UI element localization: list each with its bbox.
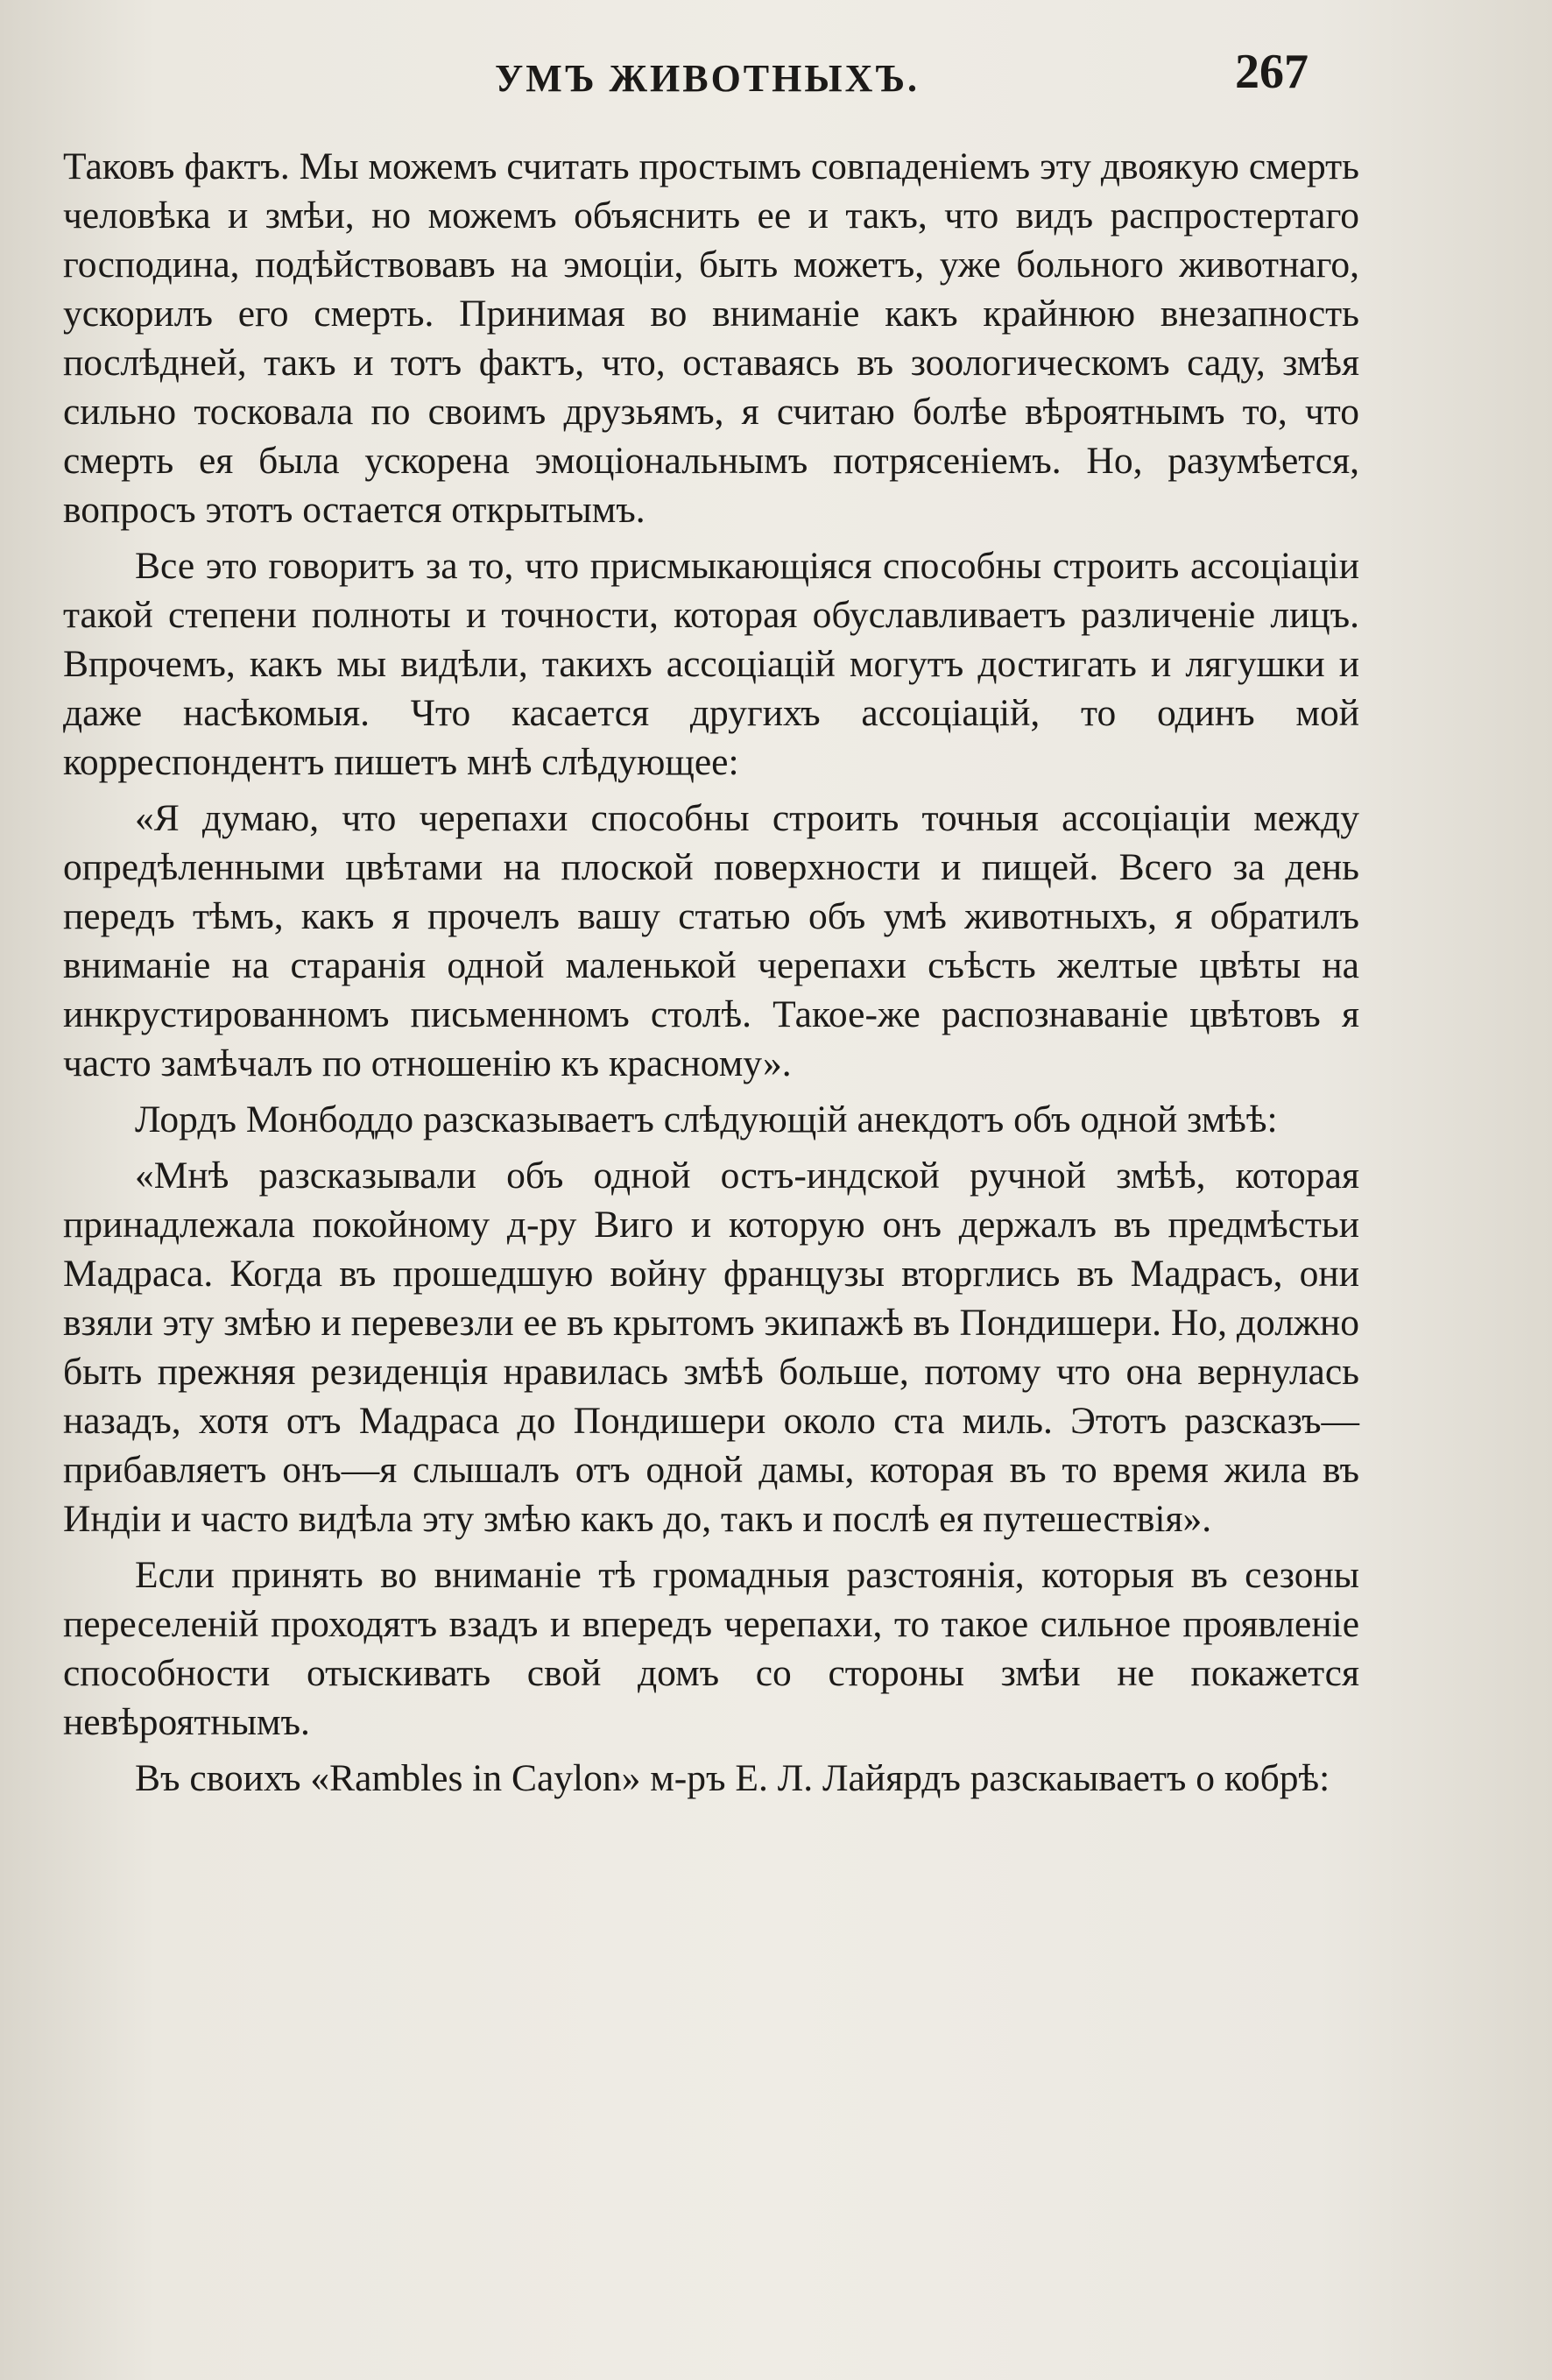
quotation: «Мнѣ разсказывали объ одной остъ-индской ручной змѣѣ, которая принадлежала покойному д-ру Виго и которую онъ держалъ въ предмѣстьи Мадраса. Когда въ прошедшую войну французы вторглись въ Мадрасъ, они взяли эту змѣю и перевезли ее въ крытомъ экипажѣ въ Пондишери. Но, должно быть прежняя резиденція нравилась змѣѣ больше, потому что она вернулась назадъ, хотя отъ Мадраса до Пондишери около ста миль. Этотъ разсказъ—прибавляетъ онъ—я слышалъ отъ одной дамы, которая въ то время жила въ Индіи и часто видѣла эту змѣю какъ до, такъ и послѣ ея путешествія». [63, 1155, 1359, 1540]
quotation: «Я думаю, что черепахи способны строить точныя ассоціаціи между опредѣленными цвѣтами на плоской поверхности и пищей. Всего за день передъ тѣмъ, какъ я прочелъ вашу статью объ умѣ животныхъ, я обратилъ вниманіе на старанія одной маленькой черепахи съѣсть желтые цвѣты на инкрустированномъ письменномъ столѣ. Такое-же распознаваніе цвѣтовъ я часто замѣчалъ по отношенію къ красному». [63, 797, 1359, 1084]
page-number: 267 [1235, 45, 1309, 99]
page-header [0, 39, 1552, 117]
body-text [63, 142, 1359, 1810]
paragraph: Въ своихъ «Rambles in Caylon» м-ръ Е. Л. Лайярдъ разскаываетъ о кобрѣ: [135, 1757, 1330, 1799]
running-head: УМЪ ЖИВОТНЫХЪ. [495, 57, 921, 100]
paragraph: Все это говоритъ за то, что присмыкающіяся способны строить ассоціаціи такой степени полноты и точности, которая обуславливаетъ различеніе лицъ. Впрочемъ, какъ мы видѣли, такихъ ассоціацій могутъ достигать и лягушки и даже насѣкомыя. Что касается другихъ ассоціацій, то одинъ мой корреспондентъ пишетъ мнѣ слѣдующее: [63, 545, 1359, 783]
paragraph: Таковъ фактъ. Мы можемъ считать простымъ совпаденіемъ эту двоякую смерть человѣка и змѣи, но можемъ объяснить ее и такъ, что видъ распростертаго господина, подѣйствовавъ на эмоціи, быть можетъ, уже больного животнаго, ускорилъ его смерть. Принимая во вниманіе какъ крайнюю внезапность послѣдней, такъ и тотъ фактъ, что, оставаясь въ зоологическомъ саду, змѣя сильно тосковала по своимъ друзьямъ, я считаю болѣе вѣроятнымъ то, что смерть ея была ускорена эмоціональнымъ потрясеніемъ. Но, разумѣется, вопросъ этотъ остается открытымъ. [63, 145, 1359, 531]
paragraph: Лордъ Монбоддо разсказываетъ слѣдующій анекдотъ объ одной змѣѣ: [135, 1098, 1278, 1141]
paragraph: Если принять во вниманіе тѣ громадныя разстоянія, которыя въ сезоны переселеній проходятъ взадъ и впередъ черепахи, то такое сильное проявленіе способности отыскивать свой домъ со стороны змѣи не покажется невѣроятнымъ. [63, 1554, 1359, 1743]
